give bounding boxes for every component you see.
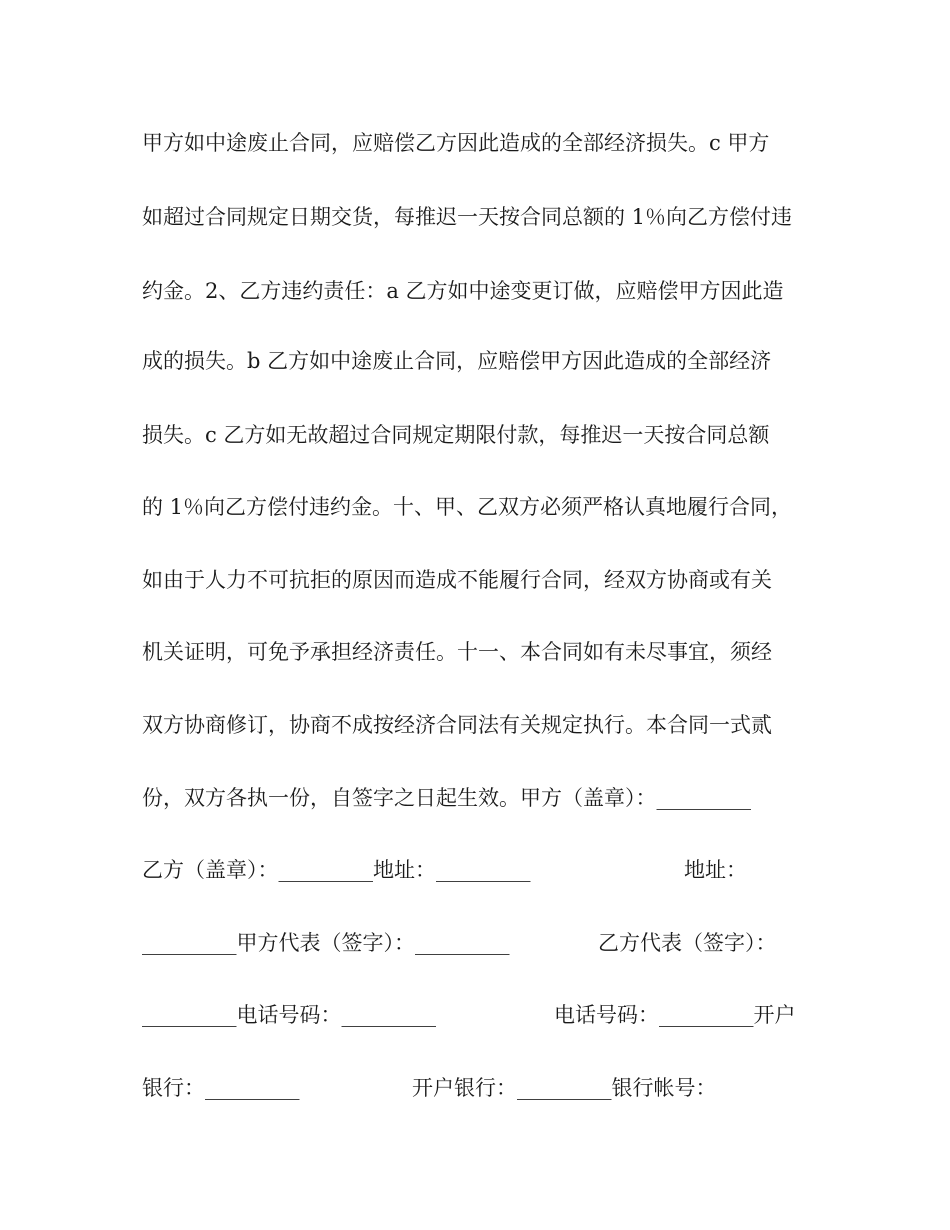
body-text-line-2: 如超过合同规定日期交货，每推迟一天按合同总额的 1％向乙方偿付违: [142, 205, 793, 229]
party-b-address-label: 地址：: [684, 858, 747, 882]
party-a-phone-field: _________电话号码：_________: [142, 1003, 436, 1027]
body-text-line-6: 的 1％向乙方偿付违约金。十、甲、乙双方必须严格认真地履行合同，: [142, 495, 793, 519]
body-text-line-5: 损失。c 乙方如无故超过合同规定期限付款，每推迟一天按合同总额: [142, 423, 770, 447]
body-text-line-8: 机关证明，可免予承担经济责任。十一、本合同如有未尽事宜，须经: [142, 640, 772, 664]
party-b-bank-field: 开户银行：_________银行帐号：: [412, 1076, 717, 1100]
party-b-seal-address-field: 乙方（盖章）：_________地址：_________: [142, 858, 531, 882]
body-text-line-3: 约金。2、乙方违约责任：a 乙方如中途变更订做，应赔偿甲方因此造: [142, 279, 784, 303]
party-b-representative-label: 乙方代表（签字）：: [598, 931, 777, 955]
body-text-line-1: 甲方如中途废止合同，应赔偿乙方因此造成的全部经济损失。c 甲方: [142, 131, 770, 155]
party-b-phone-field: 电话号码：_________开户: [554, 1003, 796, 1027]
body-text-line-9: 双方协商修订，协商不成按经济合同法有关规定执行。本合同一式贰: [142, 713, 772, 737]
body-text-line-10: 份，双方各执一份，自签字之日起生效。甲方（盖章）：_________: [142, 786, 751, 810]
body-text-line-7: 如由于人力不可抗拒的原因而造成不能履行合同，经双方协商或有关: [142, 568, 772, 592]
party-a-representative-field: _________甲方代表（签字）：_________: [142, 931, 510, 955]
body-text-line-4: 成的损失。b 乙方如中途废止合同，应赔偿甲方因此造成的全部经济: [142, 349, 772, 373]
party-a-bank-field: 银行：_________: [142, 1076, 300, 1100]
